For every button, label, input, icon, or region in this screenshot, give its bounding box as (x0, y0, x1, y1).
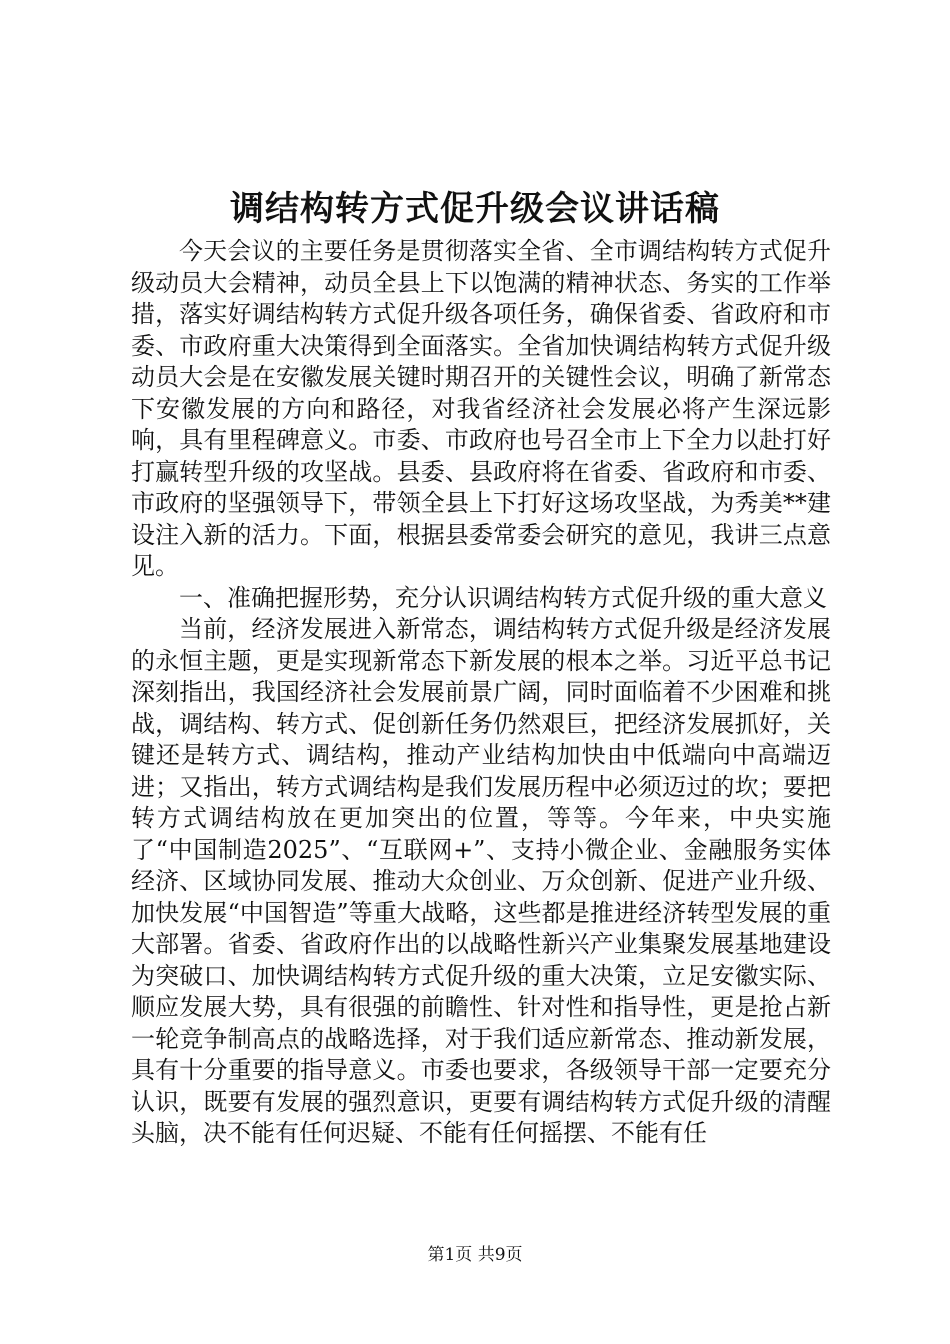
section-heading-one: 一、准确把握形势，充分认识调结构转方式促升级的重大意义 (179, 583, 827, 612)
page-number-footer: 第1页 共9页 (427, 1245, 523, 1265)
paragraph-situation: 当前，经济发展进入新常态，调结构转方式促升级是经济发展的永恒主题，更是实现新常态下新发展的根本之举。习近平总书记深刻指出，我国经济社会发展前景广阔，同时面临着不少困难和挑战，调结构、转方式、促创新任务仍然艰巨，把经济发展抓好，关键还是转方式、调结构，推动产业结构加快由中低端向中高端迈进；又指出，转方式调结构是我们发展历程中必须迈过的坎；要把转方式调结构放在更加突出的位置，等等。今年来，中央实施了“中国制造2025”、“互联网+”、支持小微企业、金融服务实体经济、区域协同发展、推动大众创业、万众创新、促进产业升级、加快发展“中国智造”等重大战略，这些都是推进经济转型发展的重大部署。省委、省政府作出的以战略性新兴产业集聚发展基地建设为突破口、加快调结构转方式促升级的重大决策，立足安徽实际、顺应发展大势，具有很强的前瞻性、针对性和指导性，更是抢占新一轮竞争制高点的战略选择，对于我们适应新常态、推动新发展，具有十分重要的指导意义。市委也要求，各级领导干部一定要充分认识，既要有发展的强烈意识，更要有调结构转方式促升级的清醒头脑，决不能有任何迟疑、不能有任何摇摆、不能有任 (131, 615, 831, 1147)
document-title: 调结构转方式促升级会议讲话稿 (230, 189, 720, 229)
paragraph-intro: 今天会议的主要任务是贯彻落实全省、全市调结构转方式促升级动员大会精神，动员全县上下以饱满的精神状态、务实的工作举措，落实好调结构转方式促升级各项任务，确保省委、省政府和市委、市政府重大决策得到全面落实。全省加快调结构转方式促升级动员大会是在安徽发展关键时期召开的关键性会议，明确了新常态下安徽发展的方向和路径，对我省经济社会发展必将产生深远影响，具有里程碑意义。市委、市政府也号召全市上下全力以赴打好打赢转型升级的攻坚战。县委、县政府将在省委、省政府和市委、市政府的坚强领导下，带领全县上下打好这场攻坚战，为秀美**建设注入新的活力。下面，根据县委常委会研究的意见，我讲三点意见。 (131, 237, 831, 580)
document-body (131, 236, 831, 1150)
